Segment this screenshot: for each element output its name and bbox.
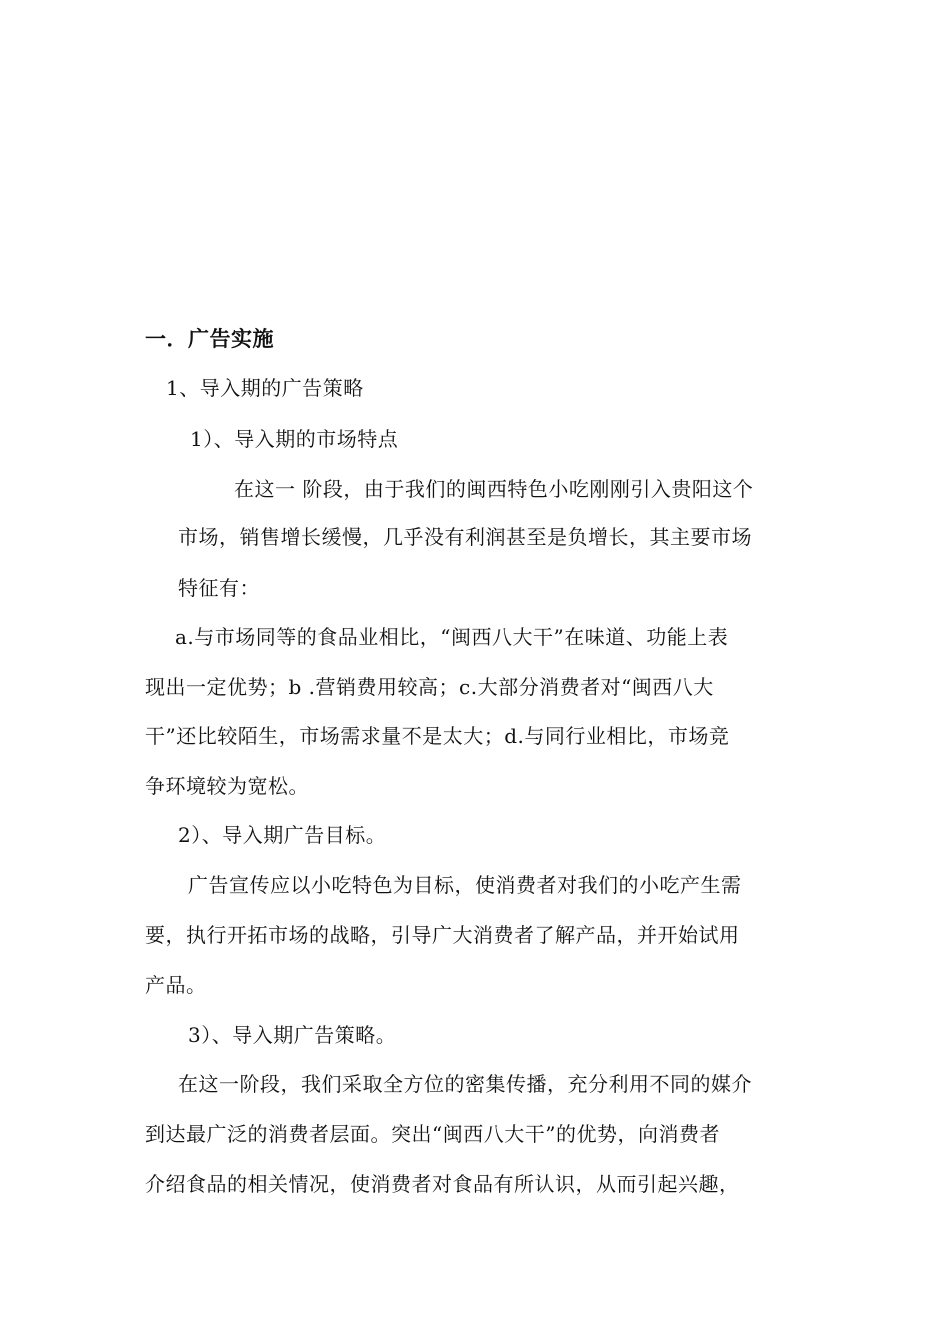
paragraph-line: 要，执行开拓市场的战略，引导广大消费者了解产品，并开始试用: [145, 923, 740, 947]
paragraph-line: 产品。: [145, 973, 207, 997]
paragraph-line: 在这一阶段，我们采取全方位的密集传播，充分利用不同的媒介: [178, 1072, 752, 1096]
subsection-heading: 3）、导入期广告策略。: [188, 1023, 397, 1047]
subsection-heading: 1、导入期的广告策略: [166, 376, 364, 400]
subsection-heading: 1）、导入期的市场特点: [190, 427, 399, 451]
paragraph-line: 到达最广泛的消费者层面。突出“闽西八大干”的优势，向消费者: [145, 1122, 720, 1146]
paragraph-line: 广告宣传应以小吃特色为目标，使消费者对我们的小吃产生需: [188, 873, 742, 897]
paragraph-line: 争环境较为宽松。: [145, 774, 309, 798]
section-heading: 一．广告实施: [145, 326, 274, 351]
paragraph-line: 市场，销售增长缓慢，几乎没有利润甚至是负增长，其主要市场: [178, 525, 752, 549]
paragraph-line: 干”还比较陌生，市场需求量不是太大；d.与同行业相比，市场竞: [145, 724, 730, 748]
subsection-heading: 2）、导入期广告目标。: [178, 823, 387, 847]
paragraph-line: a.与市场同等的食品业相比，“闽西八大干”在味道、功能上表: [175, 625, 729, 649]
paragraph-line: 在这一 阶段，由于我们的闽西特色小吃刚刚引入贵阳这个: [234, 477, 754, 501]
paragraph-line: 特征有：: [178, 576, 260, 600]
paragraph-line: 现出一定优势；b .营销费用较高；c.大部分消费者对“闽西八大: [145, 675, 714, 699]
paragraph-line: 介绍食品的相关情况，使消费者对食品有所认识，从而引起兴趣，: [145, 1172, 740, 1196]
